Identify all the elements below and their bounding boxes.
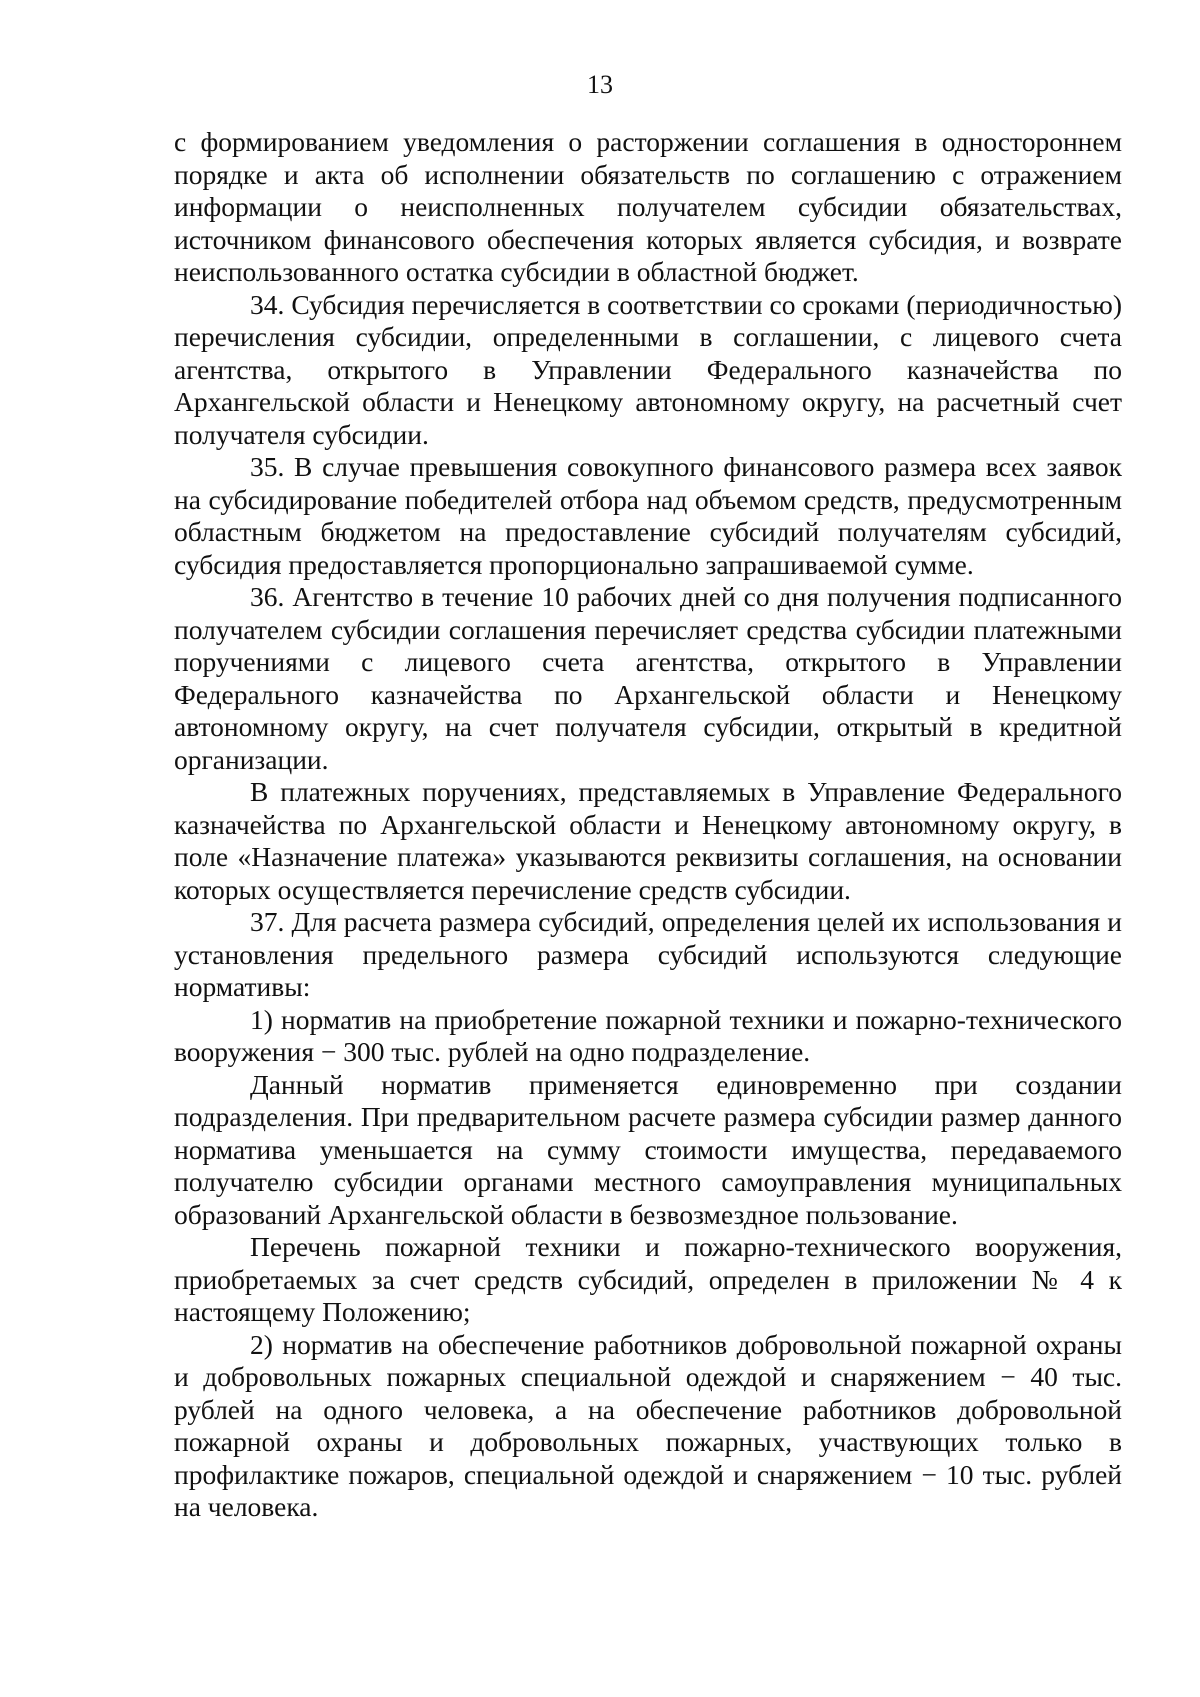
paragraph-continuation: с формированием уведомления о расторжении соглашения в одностороннем порядке и акта об исполнении обязательств по соглашению с отражением информации о неисполненных получателем субсидии обязательствах, источником финансового обеспечения которых является субсидия, и возврате неиспользованного остатка субсидии в областной бюджет. (174, 126, 1122, 287)
paragraph-36: 36. Агентство в течение 10 рабочих дней со дня получения подписанного получателем субсидии соглашения перечисляет средства субсидии платежными поручениями с лицевого счета агентства, открытого в Управлении Федерального казначейства по Архангельской области и Ненецкому автономному округу, на счет получателя субсидии, открытый в кредитной организации. (174, 581, 1122, 775)
paragraph-37-item-1: 1) норматив на приобретение пожарной техники и пожарно-технического вооружения − 300 тыс. рублей на одно подразделение. (174, 1003, 1122, 1067)
page-number: 13 (587, 70, 613, 99)
paragraph-37: 37. Для расчета размера субсидий, определения целей их использования и установления предельного размера субсидий используются следующие нормативы: (174, 906, 1122, 1002)
paragraph-36-payment-orders: В платежных поручениях, представляемых в Управление Федерального казначейства по Архангельской области и Ненецкому автономному округу, в поле «Назначение платежа» указываются реквизиты соглашения, на основании которых осуществляется перечисление средств субсидии. (174, 776, 1122, 905)
paragraph-35: 35. В случае превышения совокупного финансового размера всех заявок на субсидирование победителей отбора над объемом средств, предусмотренным областным бюджетом на предоставление субсидий получателям субсидий, субсидия предоставляется пропорционально запрашиваемой сумме. (174, 451, 1122, 580)
document-body (174, 126, 1122, 1524)
paragraph-37-item-2: 2) норматив на обеспечение работников добровольной пожарной охраны и добровольных пожарных специальной одеждой и снаряжением − 40 тыс. рублей на одного человека, а на обеспечение работников добровольной пожарной охраны и добровольных пожарных, участвующих только в профилактике пожаров, специальной одеждой и снаряжением − 10 тыс. рублей на человека. (174, 1328, 1122, 1522)
paragraph-34: 34. Субсидия перечисляется в соответствии со сроками (периодичностью) перечисления субсидии, определенными в соглашении, с лицевого счета агентства, открытого в Управлении Федерального казначейства по Архангельской области и Ненецкому автономному округу, на расчетный счет получателя субсидии. (174, 288, 1122, 450)
paragraph-37-item-1-list: Перечень пожарной техники и пожарно-технического вооружения, приобретаемых за счет средств субсидий, определен в приложении № 4 к настоящему Положению; (174, 1231, 1122, 1327)
paragraph-37-item-1-note: Данный норматив применяется единовременно при создании подразделения. При предварительном расчете размера субсидии размер данного норматива уменьшается на сумму стоимости имущества, передаваемого получателю субсидии органами местного самоуправления муниципальных образований Архангельской области в безвозмездное пользование. (174, 1068, 1122, 1230)
